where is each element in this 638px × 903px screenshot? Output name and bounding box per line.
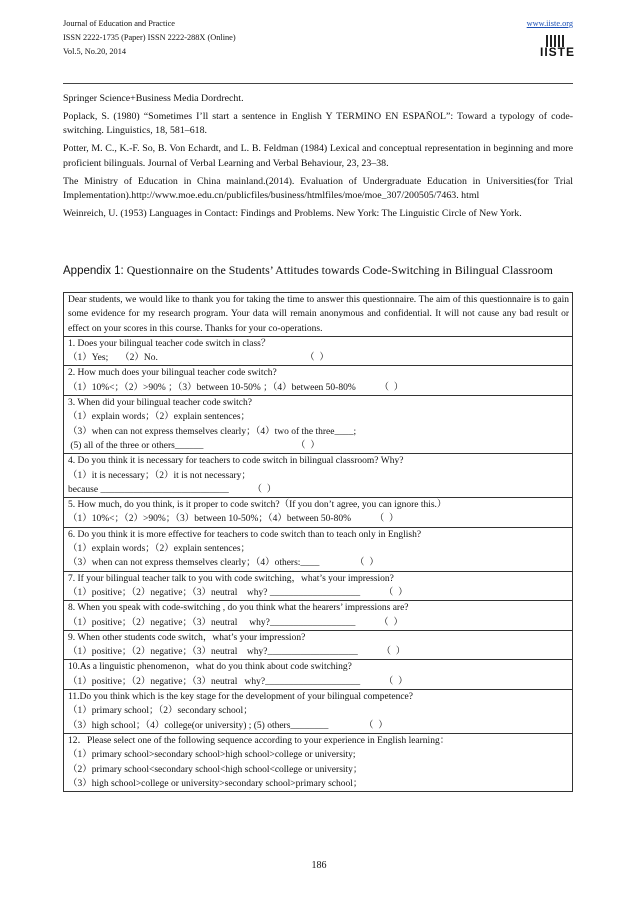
reference-item: The Ministry of Education in China mainland.(2014). Evaluation of Undergraduate Education in Universities(for Trial Implementation).http://www.moe.edu.cn/publicfiles/business/htmlfiles/moe/moe_307/200505/7463. html (63, 175, 573, 202)
question-row (64, 630, 572, 660)
reference-item: Weinreich, U. (1953) Languages in Contact: Findings and Problems. New York: The Linguistic Circle of New York. (63, 207, 522, 219)
answer-options[interactable]: （1）explain words；（2）explain sentences； (68, 544, 251, 555)
answer-options[interactable]: （1）positive；（2）negative；（3）neutral why?__________________ （ ） (68, 617, 403, 628)
question-row (64, 365, 572, 395)
question-text: 9. When other students code switch，what’s your impression? (68, 632, 306, 643)
question-row (64, 497, 572, 527)
question-row (64, 600, 572, 630)
question-row (64, 733, 572, 791)
answer-options[interactable]: （1）10%<；（2）>90%；（3）between 10-50%；（4）between 50-80% （ ） (68, 514, 399, 525)
page-number: 186 (311, 860, 327, 871)
header-divider (63, 83, 573, 84)
question-text: 4. Do you think it is necessary for teachers to code switch in bilingual classroom? Why? (68, 456, 404, 467)
question-text: 11.Do you think which is the key stage for the development of your bilingual competence? (68, 692, 413, 703)
answer-options[interactable]: （1）Yes; （2）No. （ ） (68, 353, 329, 364)
appendix-title: Questionnaire on the Students’ Attitudes towards Code-Switching in Bilingual Classroom (123, 263, 553, 277)
question-text: 2. How much does your bilingual teacher code switch? (68, 368, 277, 379)
reference-item: Springer Science+Business Media Dordrecht. (63, 93, 244, 104)
question-row (64, 659, 572, 689)
journal-title: Journal of Education and Practice (63, 19, 175, 28)
question-row (64, 527, 572, 571)
question-text: 3. When did your bilingual teacher code switch? (68, 398, 252, 409)
answer-options[interactable]: （3）when can not express themselves clearly；（4）two of the three____; (68, 426, 357, 437)
question-text: 6. Do you think it is more effective for teachers to code switch than to teach only in English? (68, 529, 422, 540)
question-row (64, 395, 572, 453)
answer-options[interactable]: because ___________________________ （ ） (68, 484, 277, 495)
journal-header (63, 17, 576, 59)
iiste-logo (540, 34, 574, 60)
question-text: 7. If your bilingual teacher talk to you with code switching，what’s your impression? (68, 573, 394, 584)
answer-options[interactable]: （3）when can not express themselves clearly；（4）others:____ （ ） (68, 558, 379, 569)
answer-options[interactable]: （1）it is necessary；（2）it is not necessary； (68, 470, 251, 481)
answer-options[interactable]: （3）high school；（4）college(or university) ; (5) others________ （ ） (68, 720, 388, 731)
question-row (64, 336, 572, 366)
answer-options[interactable]: （1）10%<；（2）>90% ；（3）between 10-50% ；（4）between 50-80% （ ） (68, 382, 404, 393)
reference-item: Poplack, S. (1980) “Sometimes I’ll start a sentence in English Y TERMINO EN ESPAÑOL”: Toward a typology of code-switching. Linguistics, 18, 581–618. (63, 110, 573, 137)
question-row (64, 453, 572, 497)
questionnaire-table (63, 292, 573, 792)
answer-options[interactable]: （2）primary school<secondary school<high school<college or university； (68, 764, 363, 775)
question-text: 10.As a linguistic phenomenon，what do you think about code switching? (68, 662, 352, 673)
question-text: 8. When you speak with code-switching , do you think what the hearers’ impressions are? (68, 603, 409, 614)
question-row (64, 689, 572, 733)
appendix-label: Appendix 1: (63, 265, 124, 277)
volume-line: Vol.5, No.20, 2014 (63, 47, 126, 56)
appendix-heading (63, 262, 573, 279)
questionnaire-intro: Dear students, we would like to thank you for taking the time to answer this questionnaire. The aim of this questionnaire is to gain some evidence for my research program. Your data will remain anonymous and confidential. It will not cause any bad result or effect on your scores in this course. Thanks for your co-operations. (68, 295, 569, 334)
answer-options[interactable]: （1）explain words；（2）explain sentences； (68, 412, 251, 423)
reference-list (63, 92, 573, 225)
question-text: 1. Does your bilingual teacher code switch in class？ (68, 338, 271, 349)
answer-options[interactable]: （1）primary school；（2）secondary school； (68, 706, 253, 717)
answer-options[interactable]: （1）positive；（2）negative；（3）neutral why?___________________ （ ） (68, 647, 406, 658)
issn-line: ISSN 2222-1735 (Paper) ISSN 2222-288X (Online) (63, 33, 236, 42)
iiste-logo-text: IISTE (540, 45, 576, 59)
question-row (64, 571, 572, 601)
answer-options[interactable]: （1）positive；（2）negative；（3）neutral why? ___________________ （ ） (68, 587, 408, 598)
answer-options[interactable]: (5) all of the three or others______ （ ） (68, 440, 320, 451)
question-text: 12．Please select one of the following sequence according to your experience in English learning： (68, 735, 450, 746)
answer-options[interactable]: （1）positive；（2）negative；（3）neutral why?____________________ （ ） (68, 676, 408, 687)
answer-options[interactable]: （3）high school>college or university>secondary school>primary school； (68, 778, 363, 789)
reference-item: Potter, M. C., K.-F. So, B. Von Echardt, and L. B. Feldman (1984) Lexical and conceptual representation in beginning and more proficient bilinguals. Journal of Verbal Learning and Verbal Behaviour, 23, 23–38. (63, 143, 573, 169)
question-text: 5. How much, do you think, is it proper to code switch?（If you don’t agree, you can ignore this.） (68, 500, 447, 511)
journal-url-link[interactable]: www.iiste.org (526, 19, 573, 28)
answer-options[interactable]: （1）primary school>secondary school>high school>college or university; (68, 750, 356, 761)
